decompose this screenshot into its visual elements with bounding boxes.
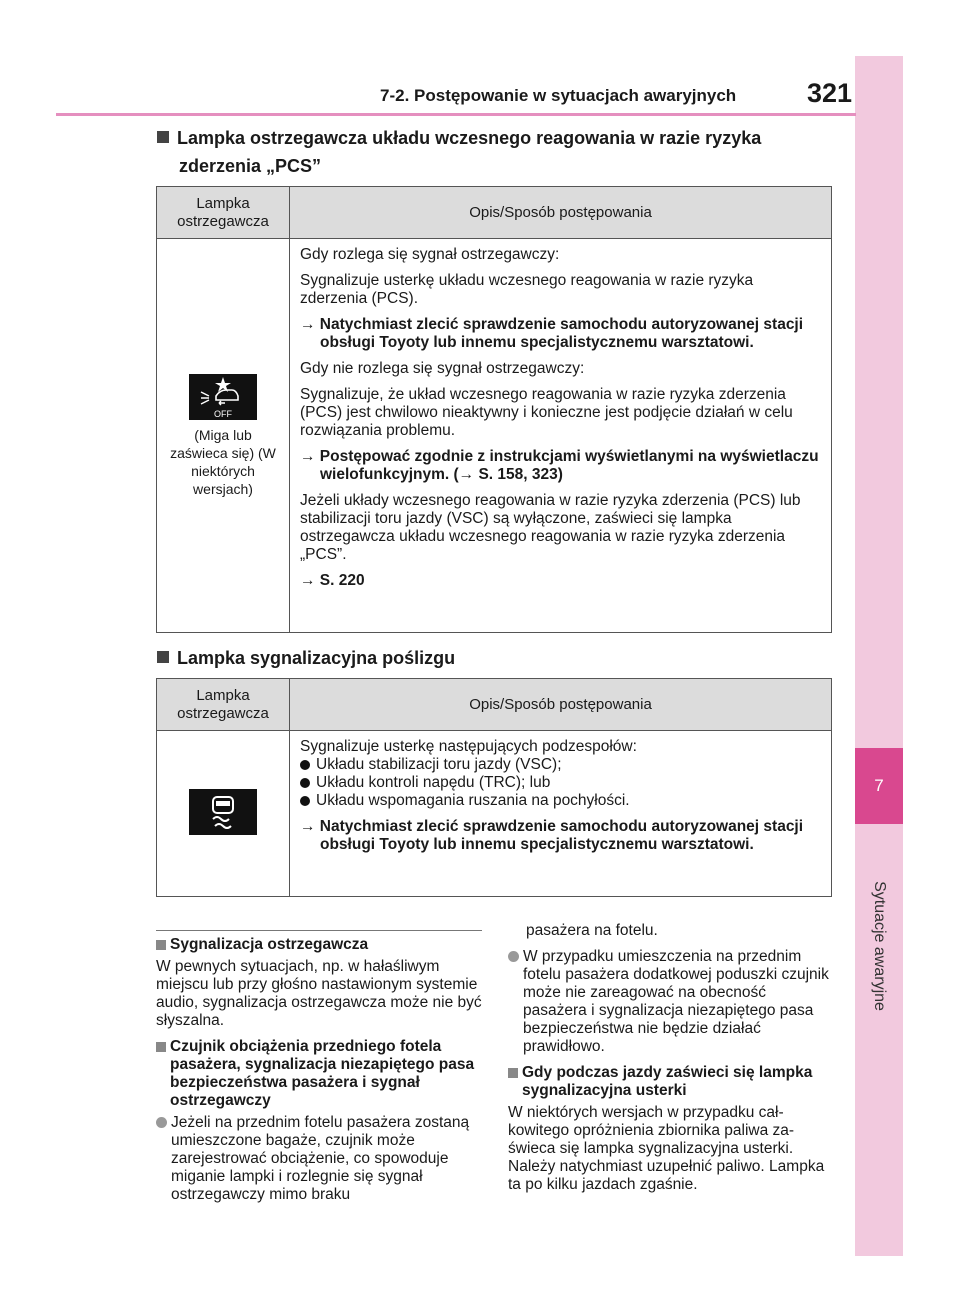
header-rule bbox=[56, 113, 856, 116]
page-number: 321 bbox=[806, 78, 852, 108]
note-text: W pewnych sytuacjach, np. w hałaśliwym miejscu lub przy głośno nastawionym systemie audio, sygnalizacja ostrzegawcza może nie być słyszalna. bbox=[156, 958, 482, 1029]
note-heading: Sygnalizacja ostrzegawcza bbox=[156, 936, 482, 954]
desc-cell bbox=[290, 239, 832, 633]
pcs-warning-lamp-icon bbox=[189, 374, 257, 420]
bullet-dot-icon bbox=[508, 951, 519, 962]
list-item: Układu kontroli napędu (TRC); lub bbox=[300, 774, 821, 792]
bullet-dot-icon bbox=[300, 778, 310, 788]
page-reference: → S. 220 bbox=[300, 572, 365, 589]
notes-left-column bbox=[156, 922, 482, 1212]
desc-text: Sygnalizuje usterkę następujących podzespołów: bbox=[300, 738, 637, 755]
lamp-cell bbox=[157, 731, 290, 897]
notes-right-column bbox=[508, 922, 832, 1202]
table-header-row bbox=[157, 679, 832, 731]
chapter-title: Sytuacje awaryjne bbox=[871, 881, 888, 1011]
icon-off-label: OFF bbox=[214, 408, 232, 419]
bullet-dot-icon bbox=[300, 760, 310, 770]
note-heading: Gdy podczas jazdy zaświeci się lampka sygnalizacyjna usterki bbox=[508, 1064, 832, 1100]
pcs-heading: Lampka ostrzegawcza układu wczesnego reagowania w razie ryzyka zderzenia „PCS” bbox=[157, 124, 761, 180]
chapter-title-wrap bbox=[855, 856, 903, 1036]
chapter-number: 7 bbox=[855, 748, 903, 824]
note-text: pasażera na fotelu. bbox=[526, 922, 658, 939]
note-text: W niektórych wersjach w przypadku całkowitego opróżnienia zbiornika paliwa zaświeca się lampka sygnalizacyjna usterki. Należy natychmiast uzupełnić paliwo. Lampka ta po kilku jazdach zgaśnie. bbox=[508, 1104, 825, 1193]
bullet-dot-icon bbox=[156, 1117, 167, 1128]
slip-indicator-icon bbox=[189, 789, 257, 835]
desc-cell bbox=[290, 731, 832, 897]
list-item: Układu wspomagania ruszania na pochyłości. bbox=[300, 792, 821, 810]
page-header bbox=[56, 76, 856, 116]
square-bullet-icon bbox=[508, 1068, 518, 1078]
notes-rule bbox=[156, 930, 482, 931]
square-bullet-icon bbox=[156, 1042, 166, 1052]
col-desc-header: Opis/Sposób postępowania bbox=[290, 679, 832, 731]
desc-text: Sygnalizuje, że układ wczesnego reagowania w razie ryzyka zderzenia (PCS) jest chwilowo nieaktywny i konieczne jest podjęcie działań w celu rozwiązania problemu. bbox=[300, 386, 793, 439]
desc-text: Sygnalizuje usterkę układu wczesnego reagowania w razie ryzyka zderzenia (PCS). bbox=[300, 272, 754, 307]
note-bullet: W przypadku umieszczenia na przednim fotelu pasażera dodatkowej poduszki czujnik może nie zareagować na obecność pasażera i sygnalizacja niezapiętego pasa bezpieczeństwa nie będzie działać prawidłowo. bbox=[508, 948, 832, 1056]
action-text: → Postępować zgodnie z instrukcjami wyświetlanymi na wyświetlaczu wielofunkcyjnym. (→ S. 158, 323) bbox=[300, 448, 819, 483]
section-title: 7-2. Postępowanie w sytuacjach awaryjnych bbox=[380, 86, 737, 105]
bullet-dot-icon bbox=[300, 796, 310, 806]
table-row bbox=[157, 731, 832, 897]
desc-text: Gdy nie rozlega się sygnał ostrzegawczy: bbox=[300, 360, 585, 377]
note-heading: Czujnik obciążenia przedniego fotela pasażera, sygnalizacja niezapiętego pasa bezpieczeństwa pasażera i sygnał ostrzegawczy bbox=[156, 1038, 482, 1110]
action-text: → Natychmiast zlecić sprawdzenie samochodu autoryzowanej stacji obsługi Toyoty lub innemu specjalistycznemu warsztatowi. bbox=[300, 316, 804, 351]
desc-text: Jeżeli układy wczesnego reagowania w razie ryzyka zderzenia (PCS) lub stabilizacji toru jazdy (VSC) są wyłączone, zaświeci się lampka ostrzegawcza układu wczesnego reagowania w razie ryzyka zderzenia „PCS”. bbox=[300, 492, 801, 563]
square-bullet-icon bbox=[157, 651, 169, 663]
square-bullet-icon bbox=[157, 131, 169, 143]
col-lamp-header: Lampka ostrzegawcza bbox=[157, 679, 290, 731]
lamp-caption: (Miga lub zaświeca się) (W niektórych wersjach) bbox=[170, 426, 276, 497]
note-bullet: Jeżeli na przednim fotelu pasażera zostaną umieszczone bagaże, czujnik może zarejestrować obciążenie, co spowoduje miganie lampki i rozlegnie się sygnał ostrzegawczy mimo braku bbox=[156, 1114, 482, 1204]
chapter-side-tab bbox=[855, 56, 903, 1256]
slip-heading: Lampka sygnalizacyjna poślizgu bbox=[157, 644, 455, 672]
table-row bbox=[157, 239, 832, 633]
table-header-row bbox=[157, 187, 832, 239]
list-item: Układu stabilizacji toru jazdy (VSC); bbox=[300, 756, 821, 774]
slip-warning-table bbox=[156, 678, 832, 897]
desc-text: Gdy rozlega się sygnał ostrzegawczy: bbox=[300, 246, 560, 263]
lamp-cell bbox=[157, 239, 290, 633]
col-desc-header: Opis/Sposób postępowania bbox=[290, 187, 832, 239]
pcs-warning-table bbox=[156, 186, 832, 633]
square-bullet-icon bbox=[156, 940, 166, 950]
col-lamp-header: Lampka ostrzegawcza bbox=[157, 187, 290, 239]
action-text: → Natychmiast zlecić sprawdzenie samochodu autoryzowanej stacji obsługi Toyoty lub innemu specjalistycznemu warsztatowi. bbox=[300, 818, 804, 853]
